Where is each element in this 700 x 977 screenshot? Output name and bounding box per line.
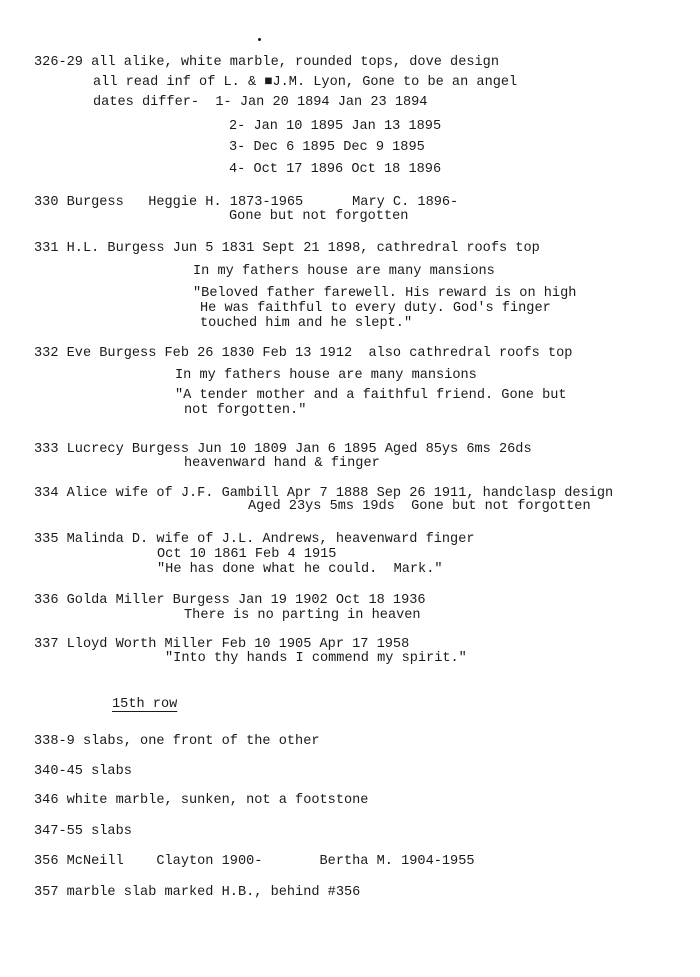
entry-326-line: 326-29 all alike, white marble, rounded tops, dove design: [34, 55, 499, 70]
entry-347-line: 347-55 slabs: [34, 824, 132, 839]
entry-335-line: 335 Malinda D. wife of J.L. Andrews, heavenward finger: [34, 532, 475, 547]
entry-333-line: 333 Lucrecy Burgess Jun 10 1809 Jan 6 1895 Aged 85ys 6ms 26ds: [34, 442, 532, 457]
entry-330-line: 330 Burgess Heggie H. 1873-1965 Mary C. 1896-: [34, 195, 459, 210]
entry-338-line: 338-9 slabs, one front of the other: [34, 734, 320, 749]
entry-326-line: 3- Dec 6 1895 Dec 9 1895: [229, 140, 425, 155]
entry-330-line: Gone but not forgotten: [229, 209, 409, 224]
entry-334-line: Aged 23ys 5ms 19ds Gone but not forgotten: [248, 499, 591, 514]
entry-357-line: 357 marble slab marked H.B., behind #356: [34, 885, 361, 900]
entry-356-line: 356 McNeill Clayton 1900- Bertha M. 1904-1955: [34, 854, 475, 869]
entry-335-line: Oct 10 1861 Feb 4 1915: [157, 547, 337, 562]
entry-326-line: dates differ- 1- Jan 20 1894 Jan 23 1894: [93, 95, 428, 110]
entry-331-line: touched him and he slept.": [200, 316, 413, 331]
entry-334-line: 334 Alice wife of J.F. Gambill Apr 7 1888 Sep 26 1911, handclasp design: [34, 486, 614, 501]
entry-332-line: not forgotten.": [184, 403, 307, 418]
entry-337-line: "Into thy hands I commend my spirit.": [165, 651, 467, 666]
entry-331-line: 331 H.L. Burgess Jun 5 1831 Sept 21 1898, cathredral roofs top: [34, 241, 540, 256]
entry-331-line: In my fathers house are many mansions: [193, 264, 495, 279]
entry-337-line: 337 Lloyd Worth Miller Feb 10 1905 Apr 17 1958: [34, 637, 410, 652]
entry-340-line: 340-45 slabs: [34, 764, 132, 779]
entry-332-line: "A tender mother and a faithful friend. Gone but: [175, 388, 567, 403]
entry-346-line: 346 white marble, sunken, not a footstone: [34, 793, 369, 808]
entry-332-line: 332 Eve Burgess Feb 26 1830 Feb 13 1912 also cathredral roofs top: [34, 346, 573, 361]
entry-335-line: "He has done what he could. Mark.": [157, 562, 443, 577]
entry-332-line: In my fathers house are many mansions: [175, 368, 477, 383]
entry-326-line: all read inf of L. & ■J.M. Lyon, Gone to be an angel: [93, 75, 518, 90]
entry-336-line: There is no parting in heaven: [184, 608, 421, 623]
entry-333-line: heavenward hand & finger: [184, 456, 380, 471]
stray-mark: [258, 38, 261, 41]
entry-326-line: 4- Oct 17 1896 Oct 18 1896: [229, 162, 442, 177]
entry-331-line: He was faithful to every duty. God's finger: [200, 301, 551, 316]
entry-331-line: "Beloved father farewell. His reward is on high: [193, 286, 577, 301]
entry-336-line: 336 Golda Miller Burgess Jan 19 1902 Oct 18 1936: [34, 593, 426, 608]
entry-326-line: 2- Jan 10 1895 Jan 13 1895: [229, 119, 442, 134]
row-heading: 15th row: [112, 697, 178, 712]
